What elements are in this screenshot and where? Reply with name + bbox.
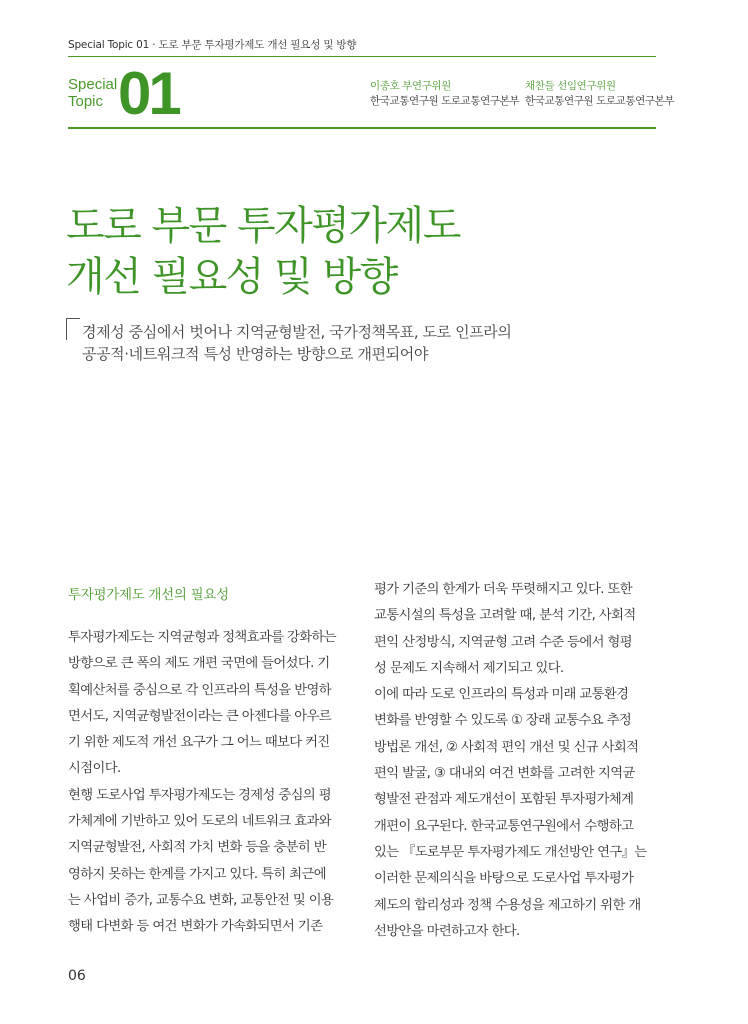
body-text-line: 개편이 요구된다. 한국교통연구원에서 수행하고 bbox=[374, 818, 634, 834]
author-1-name: 이종호 부연구위원 bbox=[370, 80, 451, 92]
body-text-line: 성 문제도 지속해서 제기되고 있다. bbox=[374, 660, 564, 676]
deck-line1: 경제성 중심에서 벗어나 지역균형발전, 국가정책목표, 도로 인프라의 bbox=[82, 323, 512, 341]
body-text-line: 변화를 반영할 수 있도록 ① 장래 교통수요 추정 bbox=[374, 713, 632, 729]
body-text-line: 지역균형발전, 사회적 가치 변화 등을 충분히 반 bbox=[68, 840, 327, 856]
article-deck bbox=[82, 321, 511, 365]
body-text-line: 편익 산정방식, 지역균형 고려 수준 등에서 형평 bbox=[374, 634, 633, 650]
body-text-line: 편익 발굴, ③ 대내외 여건 변화를 고려한 지역균 bbox=[374, 766, 635, 782]
body-text-line: 제도의 합리성과 정책 수용성을 제고하기 위한 개 bbox=[374, 897, 641, 913]
page-number: 06 bbox=[68, 968, 86, 984]
deck-bracket-vertical bbox=[66, 318, 67, 340]
article-title-line1: 도로 부문 투자평가제도 bbox=[66, 203, 460, 249]
body-column-1 bbox=[68, 625, 350, 941]
deck-bracket-horizontal bbox=[66, 318, 80, 319]
body-text-line: 이에 따라 도로 인프라의 특성과 미래 교통환경 bbox=[374, 687, 629, 703]
topic-label-line2: Topic bbox=[68, 93, 104, 110]
body-text-line: 기 위한 제도적 개선 요구가 그 어느 때보다 커진 bbox=[68, 735, 330, 751]
body-text-line: 는 사업비 증가, 교통수요 변화, 교통안전 및 이용 bbox=[68, 892, 334, 908]
body-column-2 bbox=[374, 577, 656, 945]
topic-number: 01 bbox=[118, 60, 179, 127]
body-text-line: 있는 『도로부문 투자평가제도 개선방안 연구』는 bbox=[374, 844, 647, 860]
article-title-line2: 개선 필요성 및 방향 bbox=[66, 254, 397, 300]
body-text-line: 투자평가제도는 지역균형과 정책효과를 강화하는 bbox=[68, 630, 337, 645]
deck-line2: 공공적·네트워크적 특성 반영하는 방향으로 개편되어야 bbox=[82, 345, 428, 363]
topic-label-line1: Special bbox=[68, 76, 118, 93]
header-rule-top bbox=[68, 56, 656, 57]
running-header: Special Topic 01 · 도로 부문 투자평가제도 개선 필요성 및 방향 bbox=[68, 39, 357, 51]
author-2-affiliation: 한국교통연구원 도로교통연구본부 bbox=[525, 95, 675, 107]
topic-label bbox=[68, 76, 117, 110]
body-text-line: 방법론 개선, ② 사회적 편익 개선 및 신규 사회적 bbox=[374, 739, 639, 755]
body-text-line: 현행 도로사업 투자평가제도는 경제성 중심의 평 bbox=[68, 787, 332, 803]
header-rule-bottom bbox=[68, 127, 656, 129]
body-text-line: 행태 다변화 등 여건 변화가 가속화되면서 기존 bbox=[68, 919, 323, 935]
article-title bbox=[66, 201, 460, 303]
body-text-line: 시점이다. bbox=[68, 761, 121, 777]
body-text-line: 획예산처를 중심으로 각 인프라의 특성을 반영하 bbox=[68, 682, 332, 698]
body-text-line: 면서도, 지역균형발전이라는 큰 아젠다를 아우르 bbox=[68, 708, 332, 724]
author-2 bbox=[525, 79, 674, 109]
body-text-line: 형발전 관점과 제도개선이 포함된 투자평가체계 bbox=[374, 792, 634, 808]
body-text-line: 가체계에 기반하고 있어 도로의 네트워크 효과와 bbox=[68, 814, 332, 830]
body-text-line: 방향으로 큰 폭의 제도 개편 국면에 들어섰다. 기 bbox=[68, 656, 330, 672]
body-text-line: 교통시설의 특성을 고려할 때, 분석 기간, 사회적 bbox=[374, 608, 636, 624]
body-text-line: 선방안을 마련하고자 한다. bbox=[374, 923, 520, 939]
body-text-line: 이러한 문제의식을 바탕으로 도로사업 투자평가 bbox=[374, 871, 634, 887]
section-heading: 투자평가제도 개선의 필요성 bbox=[68, 587, 229, 603]
author-1-affiliation: 한국교통연구원 도로교통연구본부 bbox=[370, 95, 520, 107]
author-2-name: 채찬들 선임연구위원 bbox=[525, 80, 616, 92]
body-text-line: 영하지 못하는 한계를 가지고 있다. 특히 최근에 bbox=[68, 866, 327, 882]
author-1 bbox=[370, 79, 519, 109]
body-text-line: 평가 기준의 한계가 더욱 뚜렷해지고 있다. 또한 bbox=[374, 582, 633, 597]
